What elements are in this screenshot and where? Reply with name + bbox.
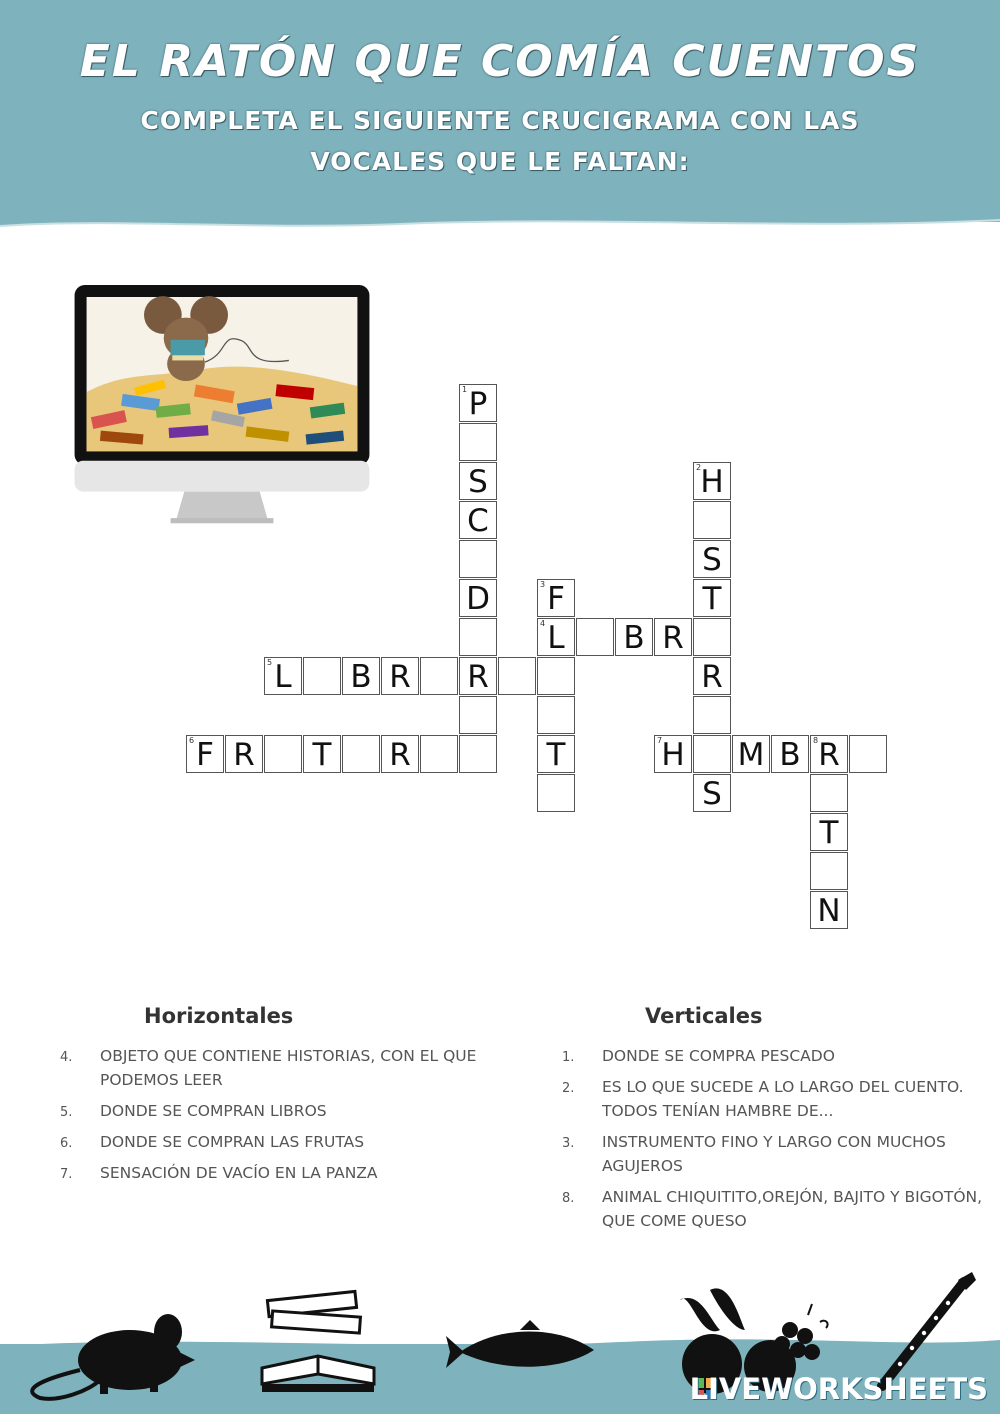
crossword-cell — [459, 384, 497, 422]
crossword-cell[interactable] — [693, 735, 731, 773]
clue-number-label: 2 — [696, 463, 702, 472]
cell-letter: H — [661, 737, 685, 773]
verticales-title: Verticales — [645, 1004, 763, 1028]
cell-letter: B — [350, 659, 372, 695]
books-pile-image — [87, 367, 358, 452]
crossword-cell[interactable] — [576, 618, 614, 656]
crossword-cell — [810, 891, 848, 929]
crossword-cell — [771, 735, 809, 773]
clue-number: 5. — [60, 1105, 73, 1120]
clue-number: 2. — [562, 1081, 575, 1096]
clue-vertical-1 — [562, 1044, 992, 1070]
clue-text: DONDE SE COMPRAN LIBROS — [100, 1102, 327, 1120]
header-wave — [0, 212, 1000, 234]
cell-letter: T — [312, 737, 332, 773]
cell-letter: R — [701, 659, 723, 695]
crossword-cell — [693, 774, 731, 812]
crossword-cell[interactable] — [459, 735, 497, 773]
crossword-cell[interactable] — [459, 423, 497, 461]
clue-horizontal-7 — [60, 1161, 520, 1187]
crossword-cell[interactable] — [693, 618, 731, 656]
clue-horizontal-4 — [60, 1044, 520, 1094]
cell-letter: S — [702, 776, 722, 812]
crossword-cell — [186, 735, 224, 773]
cell-letter: F — [547, 581, 565, 617]
cell-letter: D — [466, 581, 490, 617]
crossword-cell — [810, 813, 848, 851]
liveworksheets-watermark: LIVEWORKSHEETS — [689, 1372, 988, 1406]
crossword-cell — [654, 735, 692, 773]
clue-number-label: 8 — [813, 736, 819, 745]
cell-letter: T — [546, 737, 566, 773]
crossword-cell[interactable] — [537, 657, 575, 695]
crossword-cell[interactable] — [420, 657, 458, 695]
page-title: EL RATÓN QUE COMÍA CUENTOS — [79, 36, 921, 87]
crossword-cell[interactable] — [693, 501, 731, 539]
crossword-cell[interactable] — [459, 618, 497, 656]
clue-number: 3. — [562, 1136, 575, 1151]
crossword-cell — [303, 735, 341, 773]
cell-letter: H — [700, 464, 724, 500]
crossword-cell[interactable] — [264, 735, 302, 773]
crossword-cell — [615, 618, 653, 656]
crossword-cell — [732, 735, 770, 773]
crossword-cell — [459, 501, 497, 539]
crossword-cell[interactable] — [849, 735, 887, 773]
cell-letter: L — [274, 659, 292, 695]
page-subtitle: COMPLETA EL SIGUIENTE CRUCIGRAMA CON LAS VOCALES QUE LE FALTAN: — [140, 106, 860, 176]
crossword-cell — [693, 462, 731, 500]
crossword-cell — [459, 462, 497, 500]
crossword-cell[interactable] — [693, 696, 731, 734]
crossword-cell — [381, 735, 419, 773]
clue-number-label: 3 — [540, 580, 546, 589]
cell-letter: B — [623, 620, 645, 656]
crossword-cell — [693, 540, 731, 578]
crossword-cell[interactable] — [537, 696, 575, 734]
clue-text: INSTRUMENTO FINO Y LARGO CON MUCHOS AGUJEROS — [602, 1133, 946, 1175]
crossword-cell[interactable] — [459, 696, 497, 734]
crossword-cell — [693, 579, 731, 617]
clue-number: 8. — [562, 1191, 575, 1206]
clue-number-label: 4 — [540, 619, 546, 628]
crossword-cell[interactable] — [459, 540, 497, 578]
crossword-cell — [459, 579, 497, 617]
crossword-cell — [264, 657, 302, 695]
crossword-cell — [225, 735, 263, 773]
crossword-cell — [810, 735, 848, 773]
clue-number: 1. — [562, 1050, 575, 1065]
clue-number-label: 7 — [657, 736, 663, 745]
crossword-cell[interactable] — [537, 774, 575, 812]
crossword-cell — [459, 657, 497, 695]
clue-vertical-2 — [562, 1075, 992, 1125]
cell-letter: S — [468, 464, 488, 500]
crossword-cell[interactable] — [810, 852, 848, 890]
cell-letter: F — [196, 737, 214, 773]
clue-number-label: 1 — [462, 385, 468, 394]
cell-letter: B — [779, 737, 801, 773]
cell-letter: M — [737, 737, 765, 773]
horizontales-title: Horizontales — [144, 1004, 294, 1028]
crossword-cell[interactable] — [303, 657, 341, 695]
clue-vertical-8 — [562, 1185, 992, 1235]
monitor-illustration — [50, 285, 394, 525]
crossword-cell[interactable] — [342, 735, 380, 773]
crossword-cell — [537, 579, 575, 617]
clue-number-label: 6 — [189, 736, 195, 745]
clue-text: OBJETO QUE CONTIENE HISTORIAS, CON EL QUE PODEMOS LEER — [100, 1047, 477, 1089]
cell-letter: N — [817, 893, 841, 929]
cell-letter: C — [467, 503, 489, 539]
clue-text: SENSACIÓN DE VACÍO EN LA PANZA — [100, 1164, 378, 1182]
clue-number: 4. — [60, 1050, 73, 1065]
crossword-cell — [381, 657, 419, 695]
cell-letter: P — [468, 386, 488, 422]
cell-letter: S — [702, 542, 722, 578]
cell-letter: R — [662, 620, 684, 656]
clue-number: 6. — [60, 1136, 73, 1151]
clue-vertical-3 — [562, 1130, 992, 1180]
clue-text: ES LO QUE SUCEDE A LO LARGO DEL CUENTO. TODOS TENÍAN HAMBRE DE... — [602, 1078, 964, 1120]
crossword-cell — [654, 618, 692, 656]
crossword-cell — [342, 657, 380, 695]
crossword-cell[interactable] — [498, 657, 536, 695]
cell-letter: R — [389, 737, 411, 773]
clue-horizontal-5 — [60, 1099, 520, 1125]
clue-number-label: 5 — [267, 658, 273, 667]
cell-letter: R — [467, 659, 489, 695]
cell-letter: T — [819, 815, 839, 851]
crossword-cell — [537, 735, 575, 773]
crossword-cell — [693, 657, 731, 695]
crossword-cell[interactable] — [810, 774, 848, 812]
cell-letter: L — [547, 620, 565, 656]
clue-text: DONDE SE COMPRAN LAS FRUTAS — [100, 1133, 365, 1151]
clue-number: 7. — [60, 1167, 73, 1182]
clue-text: DONDE SE COMPRA PESCADO — [602, 1047, 835, 1065]
clue-horizontal-6 — [60, 1130, 520, 1156]
clue-text: ANIMAL CHIQUITITO,OREJÓN, BAJITO Y BIGOTÓN, QUE COME QUESO — [602, 1188, 983, 1230]
cell-letter: R — [389, 659, 411, 695]
cell-letter: R — [818, 737, 840, 773]
cell-letter: T — [702, 581, 722, 617]
crossword-cell[interactable] — [420, 735, 458, 773]
cell-letter: R — [233, 737, 255, 773]
crossword-cell — [537, 618, 575, 656]
